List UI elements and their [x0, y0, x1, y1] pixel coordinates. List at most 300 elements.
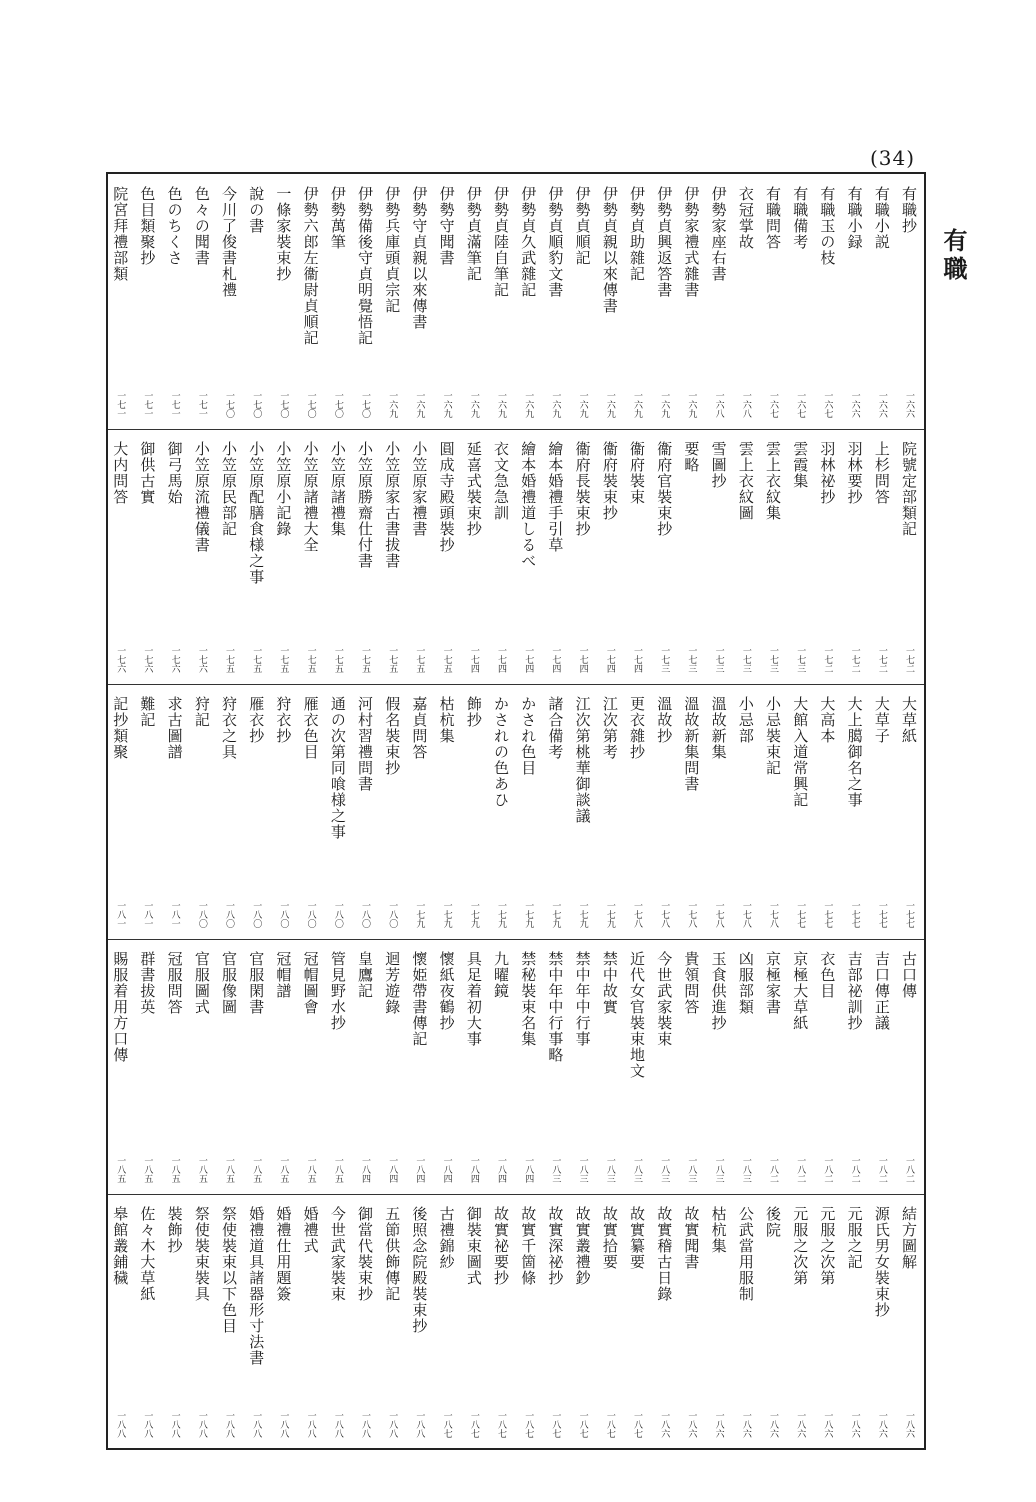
index-entry	[325, 696, 351, 928]
entry-page-number: 一七三	[795, 646, 806, 673]
index-entry	[869, 951, 895, 1183]
entry-page-number: 一七三	[713, 646, 724, 673]
entry-page-number: 一八五	[251, 1156, 262, 1183]
entry-page-number: 一六九	[414, 391, 425, 418]
entry-page-number: 一八三	[632, 1156, 642, 1183]
entry-title: 有職備考	[791, 186, 810, 250]
entry-title: 小笠原流禮儀書	[192, 441, 211, 553]
index-entry	[107, 951, 133, 1183]
entry-page-number: 一八八	[251, 1411, 262, 1438]
entry-page-number: 一七四	[468, 646, 479, 673]
index-entry	[352, 951, 378, 1183]
entry-title: 江次第桃華御談議	[573, 696, 592, 824]
entry-title: かされの色あひ	[492, 696, 510, 808]
entry-title: 雲霞集	[791, 441, 810, 489]
index-entry	[134, 696, 160, 928]
index-entry	[488, 1206, 514, 1438]
index-entry	[597, 696, 623, 928]
entry-title: 院號定部類記	[900, 441, 918, 537]
entry-title: 伊勢守貞親以來傳書	[410, 186, 429, 330]
entry-page-number: 一八〇	[224, 901, 234, 928]
index-entry	[434, 951, 460, 1183]
index-band-2	[108, 429, 924, 685]
index-entry	[162, 1206, 188, 1438]
index-entry	[760, 951, 786, 1183]
entry-title: 元服之次第	[791, 1206, 810, 1286]
entry-title: 小笠原民部記	[220, 441, 238, 537]
entry-page-number: 一七一	[115, 391, 126, 418]
entry-page-number: 一八四	[496, 1156, 506, 1183]
index-entry	[298, 441, 324, 673]
entry-page-number: 一八八	[387, 1411, 398, 1438]
index-entry	[406, 696, 432, 928]
index-entry	[515, 1206, 541, 1438]
entry-page-number: 一七〇	[360, 391, 370, 418]
index-entry	[869, 696, 895, 928]
entry-title: 諸合備考	[546, 696, 565, 760]
index-entry	[461, 696, 487, 928]
entry-title: 今川了俊書札禮	[220, 186, 238, 298]
index-entry	[379, 1206, 405, 1438]
index-entry	[406, 951, 432, 1183]
entry-title: 色目類聚抄	[138, 186, 157, 266]
entry-page-number: 一六八	[713, 391, 724, 418]
entry-title: 皋館叢鋪穢	[111, 1206, 130, 1286]
entry-page-number: 一七八	[713, 901, 724, 928]
index-entry	[678, 696, 704, 928]
entry-title: 狩衣抄	[274, 696, 293, 744]
index-entry	[379, 441, 405, 673]
index-entry	[896, 441, 922, 673]
entry-page-number: 一七〇	[278, 391, 289, 418]
entry-title: 官服圖式	[192, 951, 211, 1015]
index-entry	[325, 951, 351, 1183]
entry-title: 雪圖抄	[709, 441, 728, 489]
index-entry	[434, 1206, 460, 1438]
entry-page-number: 一七三	[768, 646, 778, 673]
entry-title: 繪本婚禮手引草	[546, 441, 565, 553]
entry-page-number: 一七四	[604, 646, 615, 673]
index-entry	[162, 441, 188, 673]
entry-page-number: 一八三	[604, 1156, 615, 1183]
index-entry	[189, 696, 215, 928]
entry-page-number: 一六九	[686, 391, 697, 418]
entry-title: 伊勢萬筆	[328, 186, 347, 250]
entry-page-number: 一八六	[768, 1411, 778, 1438]
index-entry	[706, 1206, 732, 1438]
entry-page-number: 一八三	[686, 1156, 697, 1183]
index-entry	[270, 441, 296, 673]
index-entry	[434, 186, 460, 418]
entry-page-number: 一六九	[441, 391, 452, 418]
index-entry	[243, 951, 269, 1183]
entry-title: 小笠原諸禮大全	[301, 441, 320, 553]
entry-title: 伊勢六郎左衞尉貞順記	[301, 186, 320, 346]
entry-page-number: 一八八	[414, 1411, 425, 1438]
entry-page-number: 一七六	[196, 646, 207, 673]
index-entry	[461, 1206, 487, 1438]
index-entry	[243, 696, 269, 928]
index-entry	[706, 696, 732, 928]
entry-page-number: 一八〇	[305, 901, 316, 928]
entry-page-number: 一七七	[822, 901, 833, 928]
entry-page-number: 一七九	[441, 901, 452, 928]
entry-title: 小忌部	[736, 696, 755, 744]
index-entry	[760, 186, 786, 418]
index-entry	[814, 441, 840, 673]
entry-title: 色のちくさ	[165, 186, 184, 266]
index-entry	[651, 951, 677, 1183]
entry-page-number: 一六七	[795, 391, 806, 418]
entry-title: 難記	[138, 696, 157, 728]
entry-page-number: 一七九	[550, 901, 561, 928]
entry-page-number: 一八七	[523, 1411, 534, 1438]
entry-title: 通の次第同喰様之事	[328, 696, 347, 840]
entry-page-number: 一七八	[659, 901, 670, 928]
entry-title: 假名裝束抄	[383, 696, 402, 776]
page-number: (34)	[870, 146, 916, 170]
entry-page-number: 一八一	[169, 901, 180, 928]
index-entry	[515, 186, 541, 418]
index-band-3	[108, 684, 924, 940]
entry-page-number: 一六九	[632, 391, 642, 418]
entry-page-number: 一八〇	[251, 901, 262, 928]
entry-title: 溫故新集問書	[682, 696, 701, 792]
entry-page-number: 一八八	[224, 1411, 234, 1438]
entry-page-number: 一六九	[550, 391, 561, 418]
index-entry	[107, 186, 133, 418]
entry-title: 御供古實	[138, 441, 157, 505]
entry-title: 結方圖解	[900, 1206, 918, 1270]
entry-title: 有職玉の枝	[818, 186, 837, 266]
entry-page-number: 一七四	[550, 646, 561, 673]
entry-page-number: 一八六	[876, 1411, 887, 1438]
index-entry	[814, 951, 840, 1183]
entry-title: 玉食供進抄	[709, 951, 728, 1031]
entry-page-number: 一七九	[523, 901, 534, 928]
entry-title: 伊勢貞久武雜記	[519, 186, 538, 298]
entry-page-number: 一七五	[441, 646, 452, 673]
entry-page-number: 一七一	[142, 391, 153, 418]
index-entry	[651, 186, 677, 418]
entry-title: 迴芳遊錄	[383, 951, 402, 1015]
entry-page-number: 一八八	[332, 1411, 343, 1438]
entry-title: 大内問答	[111, 441, 130, 505]
entry-title: 小笠原小記錄	[274, 441, 293, 537]
entry-title: 公武當用服制	[736, 1206, 755, 1302]
entry-page-number: 一七七	[795, 901, 806, 928]
entry-page-number: 一八二	[904, 1156, 914, 1183]
entry-title: 源氏男女裝束抄	[872, 1206, 891, 1318]
index-entry	[298, 696, 324, 928]
entry-title: 禁秘裝束名集	[519, 951, 538, 1047]
index-entry	[162, 696, 188, 928]
entry-title: 圓成寺殿頭裝抄	[437, 441, 456, 553]
index-entry	[515, 951, 541, 1183]
index-entry	[216, 186, 242, 418]
index-entry	[651, 441, 677, 673]
index-entry	[624, 186, 650, 418]
entry-page-number: 一八六	[686, 1411, 697, 1438]
entry-page-number: 一八〇	[360, 901, 370, 928]
index-entry	[134, 441, 160, 673]
index-entry	[651, 1206, 677, 1438]
entry-title: 吉部祕訓抄	[845, 951, 864, 1031]
index-entry	[379, 186, 405, 418]
index-entry	[325, 441, 351, 673]
entry-page-number: 一七五	[414, 646, 425, 673]
entry-title: 京極大草紙	[791, 951, 810, 1031]
entry-title: 故實拾要	[600, 1206, 619, 1270]
entry-page-number: 一八四	[360, 1156, 370, 1183]
entry-title: 婚禮仕用題簽	[274, 1206, 293, 1302]
entry-title: 伊勢備後守貞明覺悟記	[356, 186, 374, 346]
entry-title: 元服之次第	[818, 1206, 837, 1286]
entry-title: 後院	[764, 1206, 782, 1238]
entry-page-number: 一八五	[196, 1156, 207, 1183]
entry-title: 雲上衣紋圖	[736, 441, 755, 521]
entry-title: 凶服部類	[736, 951, 755, 1015]
index-entry	[733, 186, 759, 418]
index-entry	[107, 1206, 133, 1438]
index-entry	[352, 441, 378, 673]
entry-title: 貴領問答	[682, 951, 701, 1015]
index-entry	[896, 951, 922, 1183]
entry-title: 管見野水抄	[328, 951, 347, 1031]
entry-page-number: 一七六	[169, 646, 180, 673]
entry-title: 有職問答	[764, 186, 782, 250]
entry-title: 御裝束圖式	[464, 1206, 483, 1286]
index-entry	[570, 1206, 596, 1438]
entry-page-number: 一八六	[795, 1411, 806, 1438]
entry-page-number: 一七三	[659, 646, 670, 673]
entry-page-number: 一六九	[387, 391, 398, 418]
entry-title: 群書拔英	[138, 951, 157, 1015]
entry-page-number: 一七四	[523, 646, 534, 673]
entry-title: 裝飾抄	[165, 1206, 184, 1254]
entry-page-number: 一八四	[387, 1156, 398, 1183]
entry-title: 故實聞書	[682, 1206, 701, 1270]
entry-page-number: 一八六	[713, 1411, 724, 1438]
entry-title: 上杉問答	[872, 441, 891, 505]
index-entry	[298, 951, 324, 1183]
entry-title: 繪本婚禮道しるべ	[519, 441, 538, 569]
entry-title: 有職小録	[845, 186, 864, 250]
entry-title: 要略	[682, 441, 701, 473]
index-entry	[624, 696, 650, 928]
index-entry	[406, 441, 432, 673]
entry-title: 御弓馬始	[165, 441, 184, 505]
index-entry	[787, 441, 813, 673]
index-band-1	[108, 174, 924, 430]
entry-page-number: 一八五	[115, 1156, 126, 1183]
entry-page-number: 一六六	[849, 391, 860, 418]
entry-page-number: 一八二	[876, 1156, 887, 1183]
entry-title: 佐々木大草紙	[138, 1206, 157, 1302]
entry-title: 衞府裝束抄	[600, 441, 619, 521]
index-entry	[216, 1206, 242, 1438]
index-entry	[488, 441, 514, 673]
entry-page-number: 一七六	[115, 646, 126, 673]
entry-title: 小忌裝束記	[764, 696, 782, 776]
index-entry	[842, 186, 868, 418]
entry-title: 小笠原家禮書	[410, 441, 429, 537]
entry-title: 羽林祕抄	[818, 441, 837, 505]
entry-title: 伊勢守聞書	[437, 186, 456, 266]
index-entry	[515, 696, 541, 928]
index-entry	[570, 951, 596, 1183]
index-entry	[896, 186, 922, 418]
entry-title: 雁衣抄	[247, 696, 266, 744]
index-entry	[869, 1206, 895, 1438]
entry-page-number: 一七一	[169, 391, 180, 418]
entry-title: 溫故新集	[709, 696, 728, 760]
index-entry	[842, 951, 868, 1183]
entry-page-number: 一八八	[278, 1411, 289, 1438]
entry-title: 大草子	[872, 696, 891, 744]
entry-page-number: 一七五	[360, 646, 370, 673]
index-entry	[352, 1206, 378, 1438]
entry-page-number: 一八七	[604, 1411, 615, 1438]
entry-page-number: 一七四	[632, 646, 642, 673]
index-entry	[189, 441, 215, 673]
entry-page-number: 一六九	[523, 391, 534, 418]
index-entry	[270, 951, 296, 1183]
index-entry	[243, 186, 269, 418]
entry-page-number: 一八六	[659, 1411, 670, 1438]
entry-page-number: 一七二	[849, 646, 860, 673]
index-band-5	[108, 1194, 924, 1449]
entry-page-number: 一八二	[849, 1156, 860, 1183]
entry-page-number: 一八八	[196, 1411, 207, 1438]
entry-page-number: 一七〇	[305, 391, 316, 418]
entry-page-number: 一八〇	[387, 901, 398, 928]
index-entry	[298, 1206, 324, 1438]
entry-page-number: 一七九	[577, 901, 588, 928]
index-entry	[216, 696, 242, 928]
index-entry	[162, 951, 188, 1183]
index-entry	[733, 696, 759, 928]
entry-page-number: 一七九	[468, 901, 479, 928]
index-entry	[134, 186, 160, 418]
index-entry	[488, 951, 514, 1183]
entry-title: 說の書	[247, 186, 266, 234]
entry-page-number: 一八二	[822, 1156, 833, 1183]
entry-page-number: 一八五	[142, 1156, 153, 1183]
entry-page-number: 一八五	[305, 1156, 316, 1183]
entry-title: 伊勢貞滿筆記	[464, 186, 483, 282]
entry-title: 一條家裝束抄	[274, 186, 293, 282]
entry-title: 伊勢家禮式雜書	[682, 186, 701, 298]
entry-title: 後照念院殿裝束抄	[410, 1206, 429, 1334]
entry-page-number: 一八五	[278, 1156, 289, 1183]
entry-page-number: 一七五	[278, 646, 289, 673]
entry-page-number: 一七九	[414, 901, 425, 928]
entry-title: 伊勢貞親以來傳書	[600, 186, 619, 314]
entry-page-number: 一七四	[577, 646, 588, 673]
entry-page-number: 一八四	[468, 1156, 479, 1183]
entry-page-number: 一八一	[142, 901, 153, 928]
index-entry	[243, 1206, 269, 1438]
index-entry	[542, 951, 568, 1183]
index-entry	[842, 441, 868, 673]
entry-page-number: 一六九	[604, 391, 615, 418]
index-entry	[243, 441, 269, 673]
index-entry	[406, 186, 432, 418]
entry-page-number: 一八一	[115, 901, 126, 928]
index-entry	[270, 186, 296, 418]
entry-title: 大館入道常興記	[791, 696, 810, 808]
entry-title: 飾抄	[464, 696, 483, 728]
entry-page-number: 一七五	[251, 646, 262, 673]
entry-title: 嘉貞問答	[410, 696, 429, 760]
entry-title: 大草紙	[900, 696, 918, 744]
entry-page-number: 一七九	[604, 901, 615, 928]
entry-page-number: 一八〇	[278, 901, 289, 928]
index-entry	[134, 951, 160, 1183]
entry-page-number: 一六七	[768, 391, 778, 418]
entry-title: 祭使裝束裝具	[192, 1206, 211, 1302]
index-entry	[542, 696, 568, 928]
index-entry	[352, 696, 378, 928]
index-entry	[651, 696, 677, 928]
entry-title: 小笠原諸禮集	[328, 441, 347, 537]
index-entry	[325, 1206, 351, 1438]
index-entry	[107, 696, 133, 928]
entry-page-number: 一七三	[686, 646, 697, 673]
index-entry	[760, 696, 786, 928]
index-entry	[787, 696, 813, 928]
entry-page-number: 一八七	[577, 1411, 588, 1438]
entry-page-number: 一七四	[496, 646, 506, 673]
entry-page-number: 一七八	[740, 901, 751, 928]
entry-title: 衣色目	[818, 951, 837, 999]
index-entry	[787, 951, 813, 1183]
entry-title: 江次第考	[600, 696, 619, 760]
entry-title: 懷姫帶書傳記	[410, 951, 429, 1047]
entry-page-number: 一六九	[659, 391, 670, 418]
entry-page-number: 一八七	[550, 1411, 561, 1438]
index-entry	[542, 186, 568, 418]
entry-title: 故實稽古日錄	[655, 1206, 674, 1302]
index-entry	[597, 441, 623, 673]
entry-title: 小笠原勝齋仕付書	[356, 441, 374, 569]
index-entry	[189, 1206, 215, 1438]
entry-title: 近代女官裝束地文	[628, 951, 646, 1079]
entry-title: 延喜式裝束抄	[464, 441, 483, 537]
entry-page-number: 一八二	[795, 1156, 806, 1183]
index-entry	[134, 1206, 160, 1438]
index-entry	[624, 1206, 650, 1438]
entry-title: 求古圖譜	[165, 696, 184, 760]
index-entry	[325, 186, 351, 418]
index-entry	[270, 696, 296, 928]
entry-page-number: 一六七	[822, 391, 833, 418]
entry-title: 伊勢貞陸自筆記	[492, 186, 510, 298]
entry-title: 禁中年中行事略	[546, 951, 565, 1063]
entry-page-number: 一七六	[142, 646, 153, 673]
entry-page-number: 一七五	[387, 646, 398, 673]
entry-page-number: 一八七	[496, 1411, 506, 1438]
entry-page-number: 一七五	[224, 646, 234, 673]
entry-title: 羽林要抄	[845, 441, 864, 505]
entry-page-number: 一八七	[632, 1411, 642, 1438]
entry-page-number: 一八三	[740, 1156, 751, 1183]
entry-page-number: 一八四	[414, 1156, 425, 1183]
entry-page-number: 一七二	[876, 646, 887, 673]
index-entry	[678, 1206, 704, 1438]
entry-page-number: 一七七	[849, 901, 860, 928]
